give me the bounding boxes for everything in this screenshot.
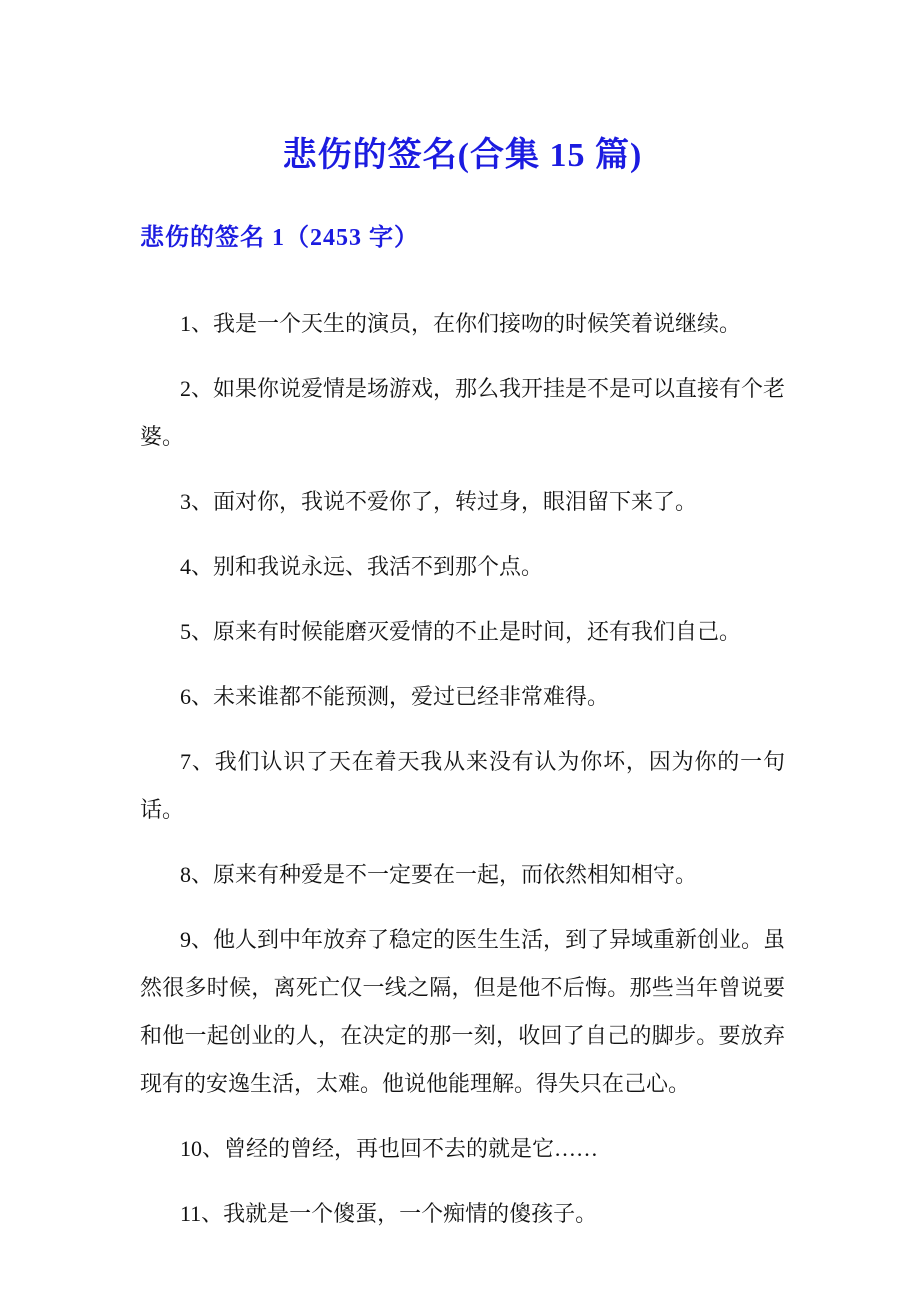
signature-item-6: 6、未来谁都不能预测，爱过已经非常难得。: [180, 684, 610, 709]
signature-item-4: 4、别和我说永远、我活不到那个点。: [180, 554, 544, 579]
signature-item-3: 3、面对你，我说不爱你了，转过身，眼泪留下来了。: [180, 489, 698, 514]
signature-item-7: 7、我们认识了天在着天我从来没有认为你坏，因为你的一句话。: [140, 749, 785, 822]
signature-item-9: 9、他人到中年放弃了稳定的医生生活，到了异域重新创业。虽然很多时候，离死亡仅一线之隔，但是他不后悔。那些当年曾说要和他一起创业的人，在决定的那一刻，收回了自己的脚步。要放弃现有的安逸生活，太难。他说他能理解。得失只在己心。: [140, 927, 786, 1096]
signature-item-5: 5、原来有时候能磨灭爱情的不止是时间，还有我们自己。: [180, 619, 742, 644]
signature-item-1: 1、我是一个天生的演员，在你们接吻的时候笑着说继续。: [180, 311, 742, 336]
signature-item-2: 2、如果你说爱情是场游戏，那么我开挂是不是可以直接有个老婆。: [140, 376, 786, 449]
document-title: 悲伤的签名(合集 15 篇): [282, 137, 643, 174]
signature-item-10: 10、曾经的曾经，再也回不去的就是它……: [180, 1136, 599, 1161]
signature-list: [140, 300, 785, 1238]
section-heading: 悲伤的签名 1（2453 字）: [140, 225, 419, 251]
signature-item-11: 11、我就是一个傻蛋，一个痴情的傻孩子。: [180, 1201, 598, 1226]
signature-item-8: 8、原来有种爱是不一定要在一起，而依然相知相守。: [180, 862, 698, 887]
